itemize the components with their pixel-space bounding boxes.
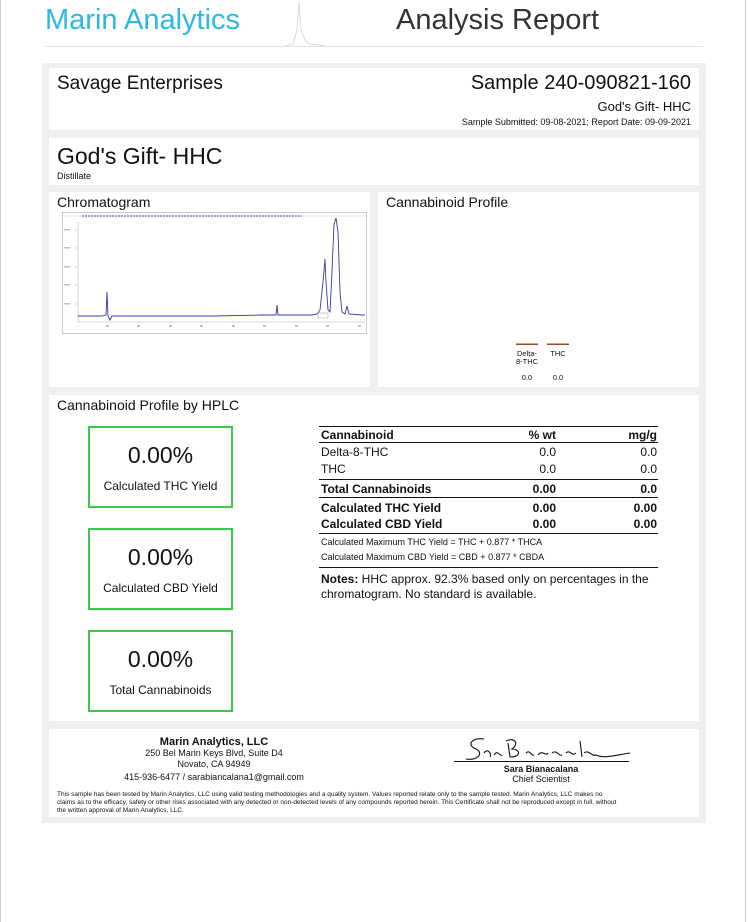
thc-yield-name: Calculated THC Yield <box>321 501 442 515</box>
signer-name: Sara Bianacalana <box>503 764 579 774</box>
category-label: Delta- <box>516 349 538 358</box>
notes-line-1 <box>321 572 649 586</box>
row-name: Delta-8-THC <box>321 445 389 459</box>
brand-title: Marin Analytics <box>45 4 241 36</box>
total-cannabinoids-card <box>88 630 233 712</box>
disclaimer-2: claims as to the efficacy, safety or other risks associated with any detected or non-detected levels of any compounds reported herein. This Certificate shall not be reproduced except in full, without <box>57 799 617 806</box>
cbd-yield-value: 0.00% <box>127 544 194 570</box>
col-header-pct: % wt <box>528 428 556 442</box>
sample-id: Sample 240-090821-160 <box>470 72 691 94</box>
thc-yield-pct: 0.00 <box>532 501 556 515</box>
page-edge-left <box>0 0 1 922</box>
row-name: THC <box>321 462 346 476</box>
row-pct: 0.0 <box>539 462 556 476</box>
total-mgg: 0.0 <box>640 482 657 496</box>
thc-yield-value: 0.00% <box>127 442 194 468</box>
row-pct: 0.0 <box>539 445 556 459</box>
bar-delta-8-thc <box>516 344 538 346</box>
thc-yield-card <box>88 426 233 508</box>
bar-thc <box>547 344 569 346</box>
formula-thc: Calculated Maximum THC Yield = THC + 0.877 * THCA <box>321 537 543 547</box>
total-cannabinoids-label: Total Cannabinoids <box>109 683 212 697</box>
profile-bar-chart <box>378 192 699 387</box>
col-header-cannabinoid: Cannabinoid <box>321 428 394 442</box>
table-top-rule <box>319 426 658 427</box>
notes-text-1: HHC approx. 92.3% based only on percentages in the <box>358 572 649 586</box>
category-label: 8-THC <box>515 357 539 366</box>
thc-yield-mgg: 0.00 <box>633 501 657 515</box>
table-header-rule <box>319 442 658 443</box>
row-mgg: 0.0 <box>640 445 657 459</box>
header-rule <box>45 46 703 47</box>
page-edge-right <box>745 0 746 922</box>
product-name: God's Gift- HHC <box>57 143 223 169</box>
notes-line-2: chromatogram. No standard is available. <box>321 587 537 601</box>
sample-dates: Sample Submitted: 09-08-2021; Report Date: 09-09-2021 <box>461 117 691 127</box>
footer-section <box>49 729 699 817</box>
formula-rule <box>319 567 658 568</box>
table-total-rule-bottom <box>319 497 658 498</box>
footer-address-1: 250 Bel Marin Keys Blvd, Suite D4 <box>145 748 283 758</box>
signature-line <box>454 761 629 762</box>
chromatogram-plot <box>62 212 367 334</box>
total-name: Total Cannabinoids <box>321 482 432 496</box>
value-label: 0.0 <box>521 373 533 382</box>
table-total-rule-top <box>319 479 658 480</box>
disclaimer-1: This sample has been tested by Marin Analytics, LLC using valid testing methodologies and a quality system. Values reported relate only to the sample tested. Marin Analytics, LLC makes no <box>57 791 603 798</box>
chromatogram-section <box>49 192 370 387</box>
report-title: Analysis Report <box>396 4 600 36</box>
row-mgg: 0.0 <box>640 462 657 476</box>
cbd-yield-name: Calculated CBD Yield <box>321 517 443 531</box>
disclaimer-3: the written approval of Marin Analytics, LLC. <box>57 807 184 814</box>
formula-cbd: Calculated Maximum CBD Yield = CBD + 0.877 * CBDA <box>321 552 545 562</box>
profile-title: Cannabinoid Profile <box>386 194 509 210</box>
cbd-yield-mgg: 0.00 <box>633 517 657 531</box>
hplc-title: Cannabinoid Profile by HPLC <box>57 397 240 413</box>
profile-section <box>378 192 699 387</box>
total-pct: 0.00 <box>532 482 556 496</box>
col-header-mgg: mg/g <box>628 428 657 442</box>
signer-title: Chief Scientist <box>512 774 570 784</box>
sample-product: God's Gift- HHC <box>597 99 691 114</box>
cbd-yield-pct: 0.00 <box>532 517 556 531</box>
total-cannabinoids-value: 0.00% <box>127 646 194 672</box>
cbd-yield-card <box>88 528 233 610</box>
client-name: Savage Enterprises <box>57 73 223 94</box>
client-section <box>49 68 699 130</box>
product-section <box>49 138 699 185</box>
product-type: Distillate <box>57 171 92 181</box>
header-peak-graphic <box>285 0 325 48</box>
category-label: THC <box>550 349 566 358</box>
value-label: 0.0 <box>552 373 564 382</box>
table-yield-rule <box>319 533 658 534</box>
chromatogram-title: Chromatogram <box>57 194 151 210</box>
notes-label: Notes: <box>321 572 359 586</box>
cbd-yield-label: Calculated CBD Yield <box>103 581 218 595</box>
thc-yield-label: Calculated THC Yield <box>103 479 218 493</box>
footer-company: Marin Analytics, LLC <box>159 736 269 748</box>
footer-contact: 415-936-6477 / sarabiancalana1@gmail.com <box>124 772 304 782</box>
footer-address-2: Novato, CA 94949 <box>177 759 251 769</box>
